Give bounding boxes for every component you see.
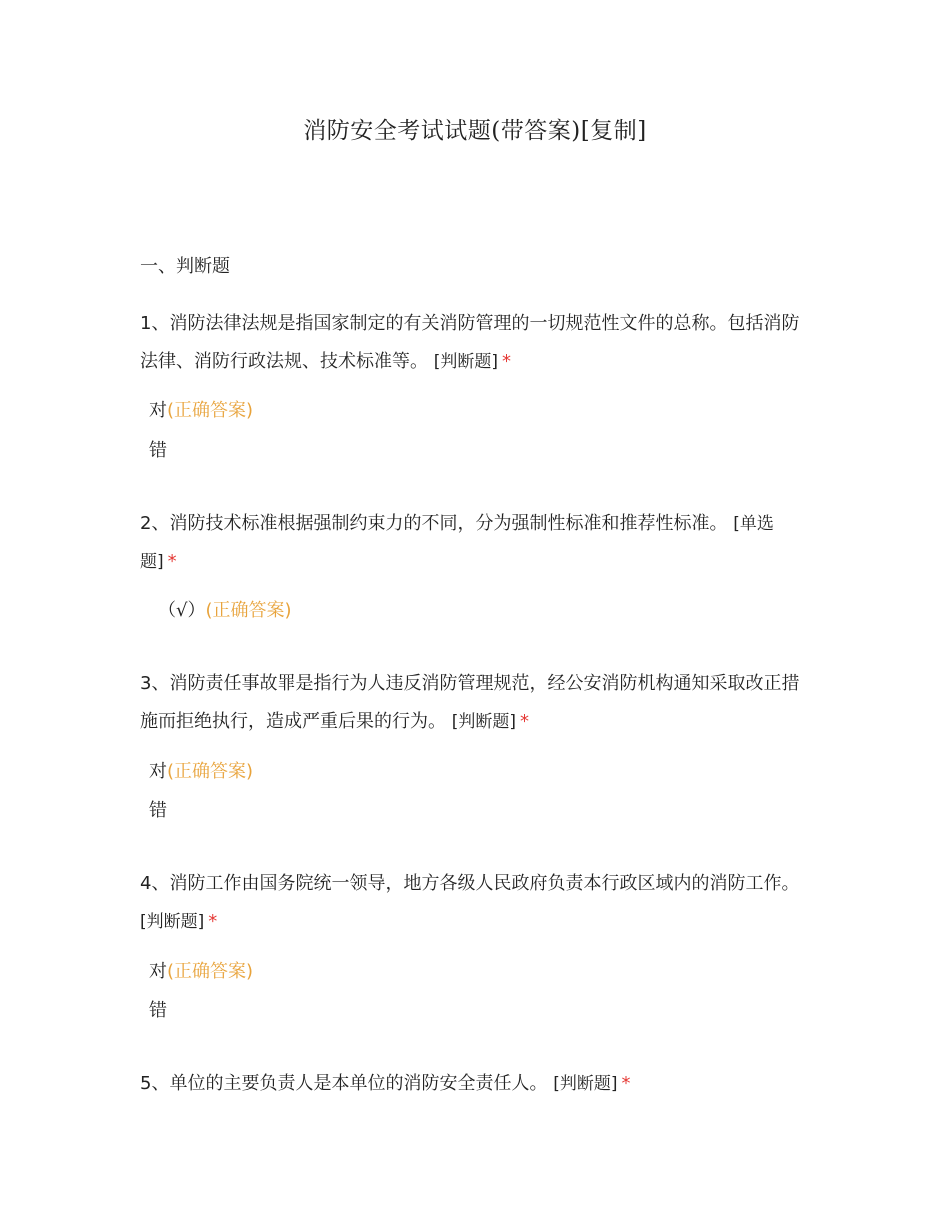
option-false[interactable] [149,436,167,462]
question-text: 1、消防法律法规是指国家制定的有关消防管理的一切规范性文件的总称。包括消防法律、消防行政法规、技术标准等。 [140,313,800,372]
question-3 [140,665,810,741]
option-true[interactable] [149,957,253,983]
option-label: 对 [149,961,167,982]
question-2 [140,505,810,581]
question-5 [140,1065,810,1103]
correct-answer-tag: (正确答案) [205,600,292,621]
question-text: 3、消防责任事故罪是指行为人违反消防管理规范，经公安消防机构通知采取改正措施而拒绝执行，造成严重后果的行为。 [140,673,800,732]
option-false[interactable] [149,996,167,1022]
option-label: 对 [149,400,167,421]
question-type: [判断题] [451,712,516,732]
question-text: 4、消防工作由国务院统一领导，地方各级人民政府负责本行政区域内的消防工作。 [140,873,800,894]
option-label: 错 [149,1000,167,1021]
required-mark: * [520,711,529,732]
required-mark: * [502,351,511,372]
question-1 [140,305,810,381]
option-label: 错 [149,440,167,461]
document-title: 消防安全考试试题(带答案)[复制] [303,118,647,144]
question-type: [单选题] [140,514,774,572]
question-type: [判断题] [433,352,498,372]
option-true[interactable] [149,757,253,783]
option-true[interactable] [149,396,253,422]
required-mark: * [167,551,177,572]
question-type: [判断题] [140,912,205,932]
question-text: 5、单位的主要负责人是本单位的消防安全责任人。 [140,1073,548,1094]
required-mark: * [208,911,218,932]
correct-answer-tag: (正确答案) [167,961,254,982]
correct-answer-tag: (正确答案) [167,400,254,421]
option-false[interactable] [149,796,167,822]
option-label: 错 [149,800,167,821]
question-type: [判断题] [553,1074,618,1094]
required-mark: * [621,1073,631,1094]
option-label: （√） [158,600,206,621]
question-4 [140,865,810,941]
question-text: 2、消防技术标准根据强制约束力的不同，分为强制性标准和推荐性标准。 [140,513,728,534]
correct-answer-tag: (正确答案) [167,761,254,782]
section-heading: 一、判断题 [140,256,230,277]
option-label: 对 [149,761,167,782]
option-check[interactable] [158,596,292,622]
